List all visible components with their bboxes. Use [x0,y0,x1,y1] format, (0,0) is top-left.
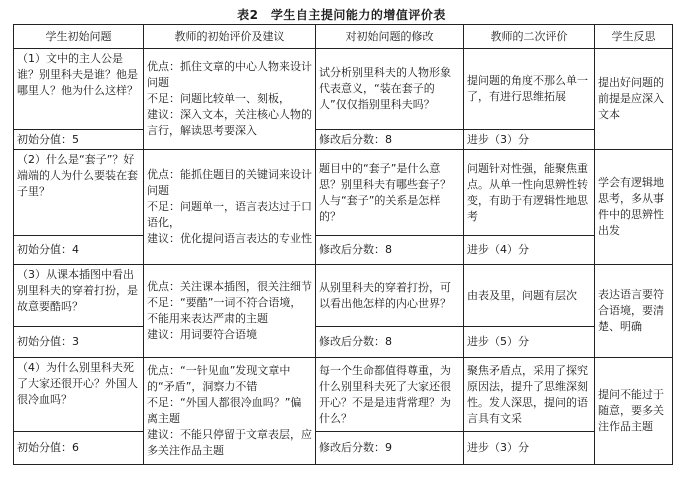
progress-score: 进步（5）分 [464,327,595,358]
table-row [14,358,673,432]
student-reflection: 提出好问题的前提是应深入文本 [595,49,673,150]
score-row [14,236,673,265]
score-row [14,327,673,358]
teacher-second-eval: 聚焦矛盾点，采用了探究原因法，提升了思维深刻性。发人深思，提问的语言具有文采 [464,358,595,432]
revised-score: 修改后分数：9 [316,432,464,465]
table-row [14,265,673,327]
teacher-initial-eval [144,150,316,265]
table-caption: 表2 学生自主提问能力的增值评价表 [237,8,446,22]
score-row [14,130,673,150]
eval-strength: 优点：“一针见血”发现文章中的“矛盾”，洞察力不错 [147,364,291,393]
teacher-initial-eval [144,358,316,465]
header-row [14,25,673,49]
student-question: （1）文中的主人公是谁？别里科夫是谁？他是哪里人？他为什么这样？ [14,49,144,130]
header-revision: 对初始问题的修改 [316,25,464,49]
teacher-second-eval: 由表及里，问题有层次 [464,265,595,327]
header-student-question: 学生初始问题 [14,25,144,49]
eval-suggestion: 建议：优化提问语言表达的专业性 [147,232,312,245]
eval-weakness: 不足：问题单一，语言表达过于口语化， [147,200,312,229]
progress-score: 进步（4）分 [464,236,595,265]
teacher-second-eval: 提问题的角度不那么单一了，有进行思维拓展 [464,49,595,130]
eval-suggestion: 建议：不能只停留于文章表层，应多关注作品主题 [147,428,312,457]
evaluation-table [13,24,673,465]
table-row [14,150,673,236]
revised-score: 修改后分数：8 [316,130,464,150]
header-reflection: 学生反思 [595,25,673,49]
revised-question: 试分析别里科夫的人物形象代表意义，“装在套子的人”仅仅指别里科夫吗？ [316,49,464,130]
initial-score: 初始分值：3 [14,327,144,358]
revised-score: 修改后分数：8 [316,327,464,358]
eval-strength: 优点：抓住文章的中心人物来设计问题 [147,60,312,89]
header-teacher-initial: 教师的初始评价及建议 [144,25,316,49]
revised-question: 每一个生命都值得尊重，为什么别里科夫死了大家还很开心？不是是违背常理？为什么？ [316,358,464,432]
student-reflection: 表达语言要符合语境，要清楚、明确 [595,265,673,358]
student-question: （2）什么是“套子”？好端端的人为什么要装在套子里？ [14,150,144,236]
initial-score: 初始分值：6 [14,432,144,465]
score-row [14,432,673,465]
student-reflection: 提问不能过于随意，要多关注作品主题 [595,358,673,465]
eval-suggestion: 建议：用词要符合语境 [147,328,257,341]
teacher-initial-eval [144,265,316,358]
initial-score: 初始分值：5 [14,130,144,150]
table-row [14,49,673,130]
student-reflection: 学会有逻辑地思考，多从事件中的思辨性出发 [595,150,673,265]
header-teacher-second: 教师的二次评价 [464,25,595,49]
eval-weakness: 不足：“要酷”一词不符合语境，不能用来表达严肃的主题 [147,296,302,325]
initial-score: 初始分值：4 [14,236,144,265]
eval-strength: 优点：能抓住题目的关键词来设计问题 [147,168,312,197]
eval-strength: 优点：关注课本插图，很关注细节 [147,280,312,293]
teacher-second-eval: 问题针对性强，能聚焦重点。从单一性向思辨性转变，有助于有逻辑性地思考 [464,150,595,236]
progress-score: 进步（3）分 [464,432,595,465]
teacher-initial-eval [144,49,316,150]
student-question: （4）为什么别里科夫死了大家还很开心？外国人很冷血吗？ [14,358,144,432]
progress-score: 进步（3）分 [464,130,595,150]
eval-weakness: 不足：“外国人都很冷血吗？”偏离主题 [147,396,302,425]
revised-question: 题目中的“套子”是什么意思？别里科夫有哪些套子？人与“套子”的关系是怎样的？ [316,150,464,236]
eval-weakness: 不足：问题比较单一、刻板， [147,92,290,105]
revised-question: 从别里科夫的穿着打扮，可以看出他怎样的内心世界？ [316,265,464,327]
student-question: （3）从课本插图中看出别里科夫的穿着打扮，是故意要酷吗？ [14,265,144,327]
revised-score: 修改后分数：8 [316,236,464,265]
eval-suggestion: 建议：深入文本，关注核心人物的言行，解读思考要深入 [147,108,312,137]
